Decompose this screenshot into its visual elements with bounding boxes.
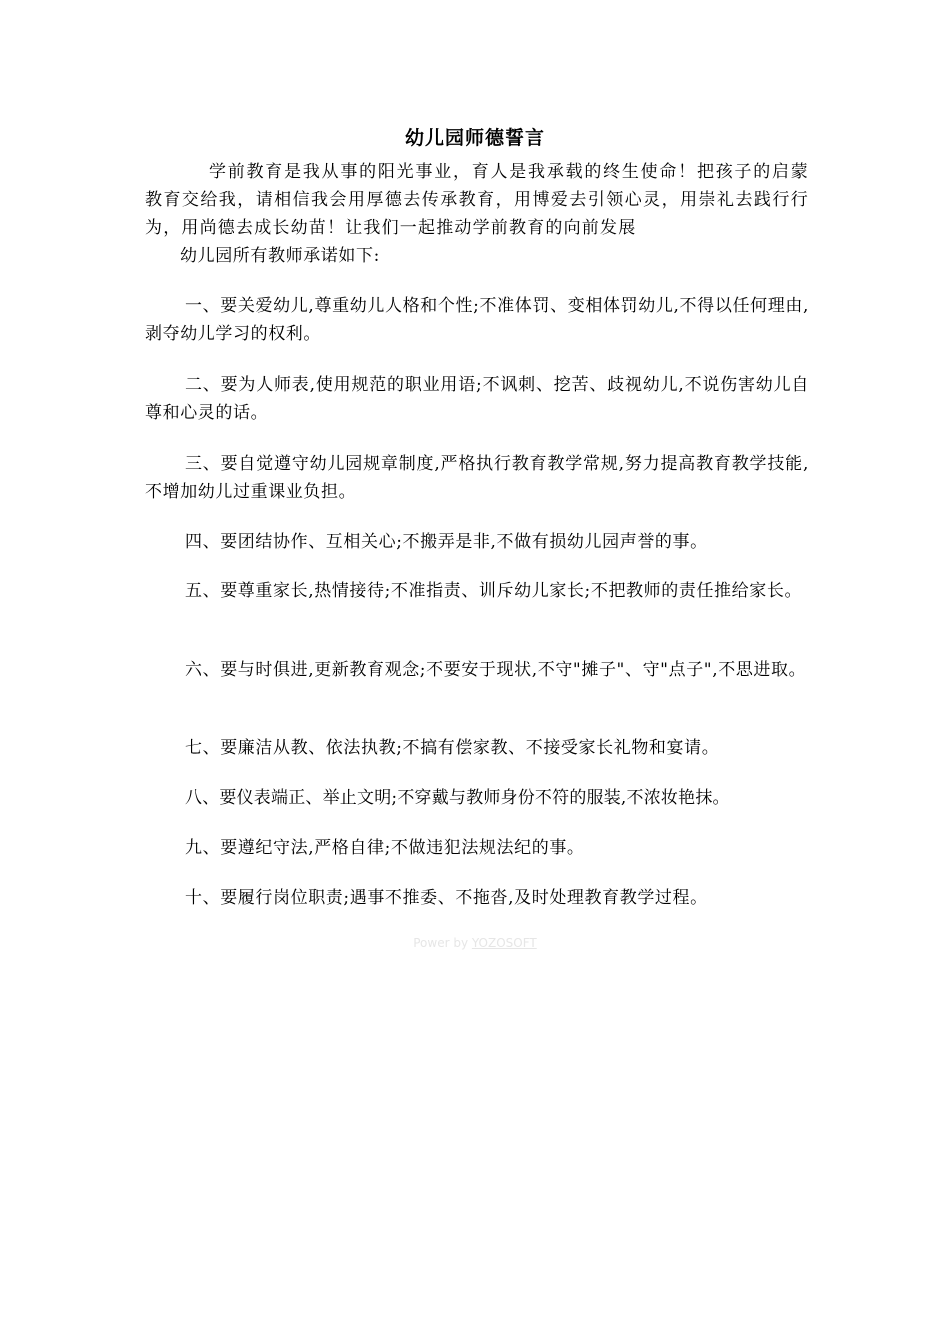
pledge-item-8: 八、要仪表端正、举止文明;不穿戴与教师身份不符的服装,不浓妆艳抹。: [185, 788, 730, 808]
pledge-item-5: 五、要尊重家长,热情接待;不准指责、训斥幼儿家长;不把教师的责任推给家长。: [185, 581, 803, 601]
pledge-item-6: 六、要与时俱进,更新教育观念;不要安于现状,不守"摊子"、守"点子",不思进取。: [185, 660, 807, 680]
pledge-item-1: 一、要关爱幼儿,尊重幼儿人格和个性;不准体罚、变相体罚幼儿,不得以任何理由,剥夺幼儿学习的权利。: [145, 296, 809, 344]
footer-brand-link[interactable]: YOZOSOFT: [471, 936, 537, 950]
pledge-item-3: 三、要自觉遵守幼儿园规章制度,严格执行教育教学常规,努力提高教育教学技能,不增加幼儿过重课业负担。: [145, 454, 809, 502]
intro-paragraph: 学前教育是我从事的阳光事业，育人是我承载的终生使命！把孩子的启蒙教育交给我，请相信我会用厚德去传承教育，用博爱去引领心灵，用崇礼去践行行为，用尚德去成长幼苗！让我们一起推动学前教育的向前发展: [145, 162, 809, 238]
footer-prefix: Power by: [413, 936, 472, 950]
document-title: 幼儿园师德誓言: [404, 127, 545, 149]
commitment-line: 幼儿园所有教师承诺如下:: [180, 246, 380, 266]
pledge-item-10: 十、要履行岗位职责;遇事不推委、不拖沓,及时处理教育教学过程。: [185, 888, 708, 908]
pledge-item-4: 四、要团结协作、互相关心;不搬弄是非,不做有损幼儿园声誉的事。: [185, 532, 708, 552]
pledge-item-2: 二、要为人师表,使用规范的职业用语;不讽刺、挖苦、歧视幼儿,不说伤害幼儿自尊和心灵的话。: [145, 375, 809, 423]
pledge-item-7: 七、要廉洁从教、依法执教;不搞有偿家教、不接受家长礼物和宴请。: [185, 738, 720, 758]
pledge-item-9: 九、要遵纪守法,严格自律;不做违犯法规法纪的事。: [185, 838, 585, 858]
footer-watermark: [0, 936, 950, 950]
